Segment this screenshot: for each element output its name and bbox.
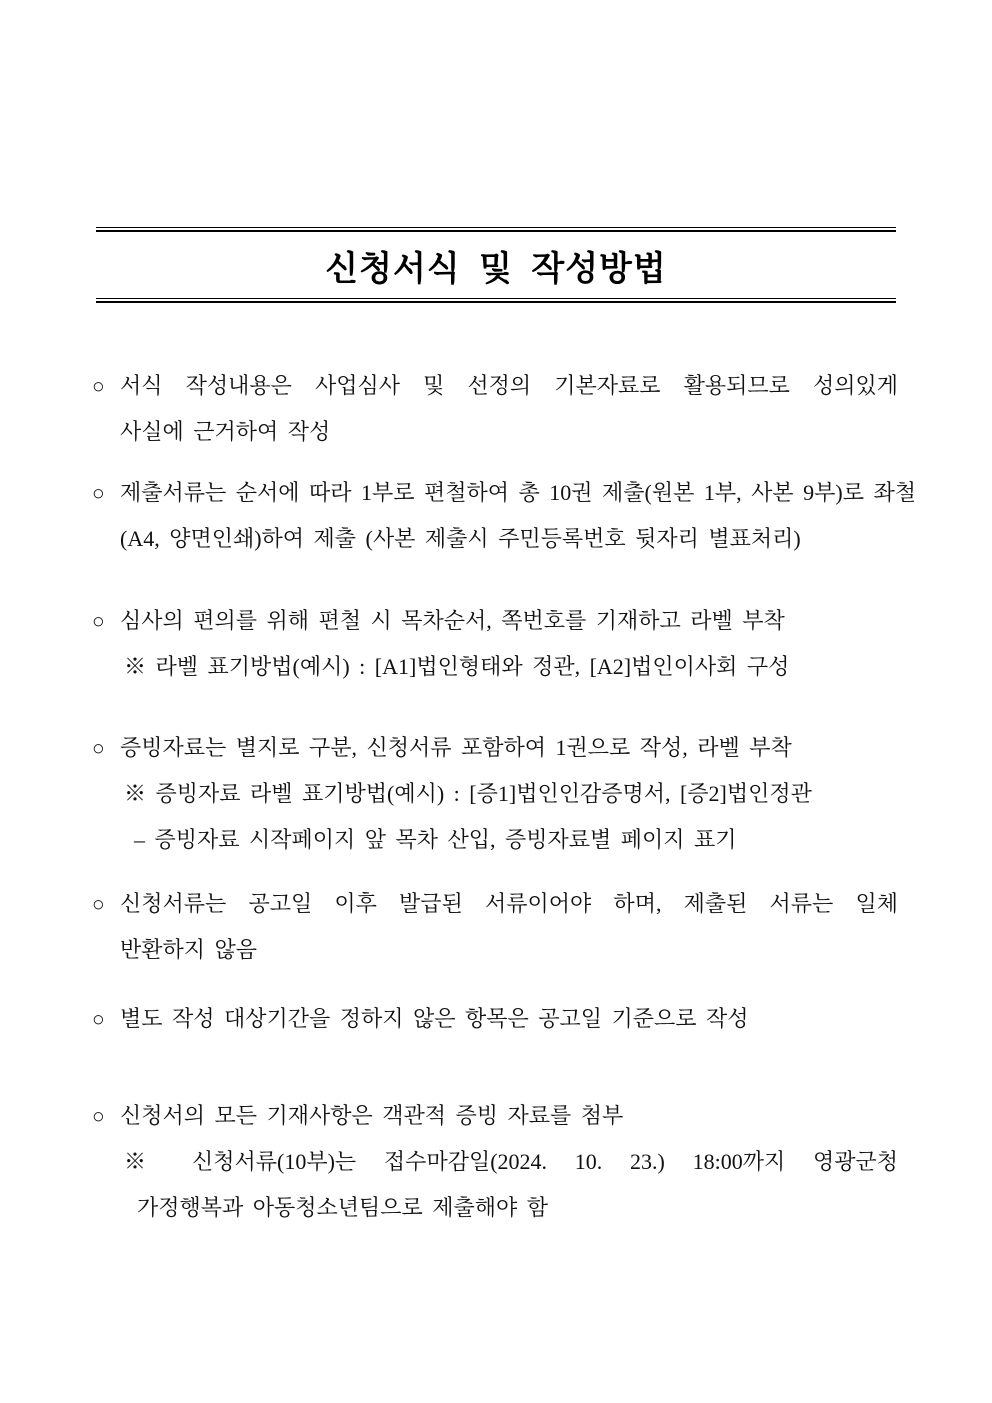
bullet-marker: ○	[92, 892, 105, 916]
bullet-marker: ○	[92, 609, 105, 633]
bullet-item	[92, 996, 898, 1042]
bullet-text: 별도 작성 대상기간을 정하지 않은 항목은 공고일 기준으로 작성	[120, 1006, 749, 1031]
bullet-dash-line: – 증빙자료 시작페이지 앞 목차 산입, 증빙자료별 페이지 표기	[134, 827, 737, 852]
bullet-line	[92, 881, 898, 927]
bullet-marker: ○	[92, 481, 105, 505]
bullet-text: 제출서류는 순서에 따라 1부로 편철하여 총 10권 제출(원본 1부, 사본 9부)로 좌철	[120, 480, 916, 505]
bullet-note-line: ※ 증빙자료 라벨 표기방법(예시) : [증1]법인인감증명서, [증2]법인정관	[124, 781, 812, 806]
bullet-marker: ○	[92, 374, 105, 398]
bullet-list	[92, 363, 916, 1231]
bullet-text: 심사의 편의를 위해 편철 시 목차순서, 쪽번호를 기재하고 라벨 부착	[120, 608, 785, 633]
bullet-note-line: ※ 라벨 표기방법(예시) : [A1]법인형태와 정관, [A2]법인이사회 구성	[124, 654, 790, 679]
bullet-item	[92, 598, 898, 690]
title-rule-bottom	[96, 298, 896, 303]
bullet-item	[92, 470, 916, 562]
bullet-text: 신청서류는 공고일 이후 발급된 서류이어야 하며, 제출된 서류는 일체	[120, 891, 898, 916]
bullet-text: 서식 작성내용은 사업심사 및 선정의 기본자료로 활용되므로 성의있게	[120, 373, 898, 398]
top-margin	[0, 0, 992, 227]
bullet-item	[92, 725, 898, 863]
bullet-text: 신청서의 모든 기재사항은 객관적 증빙 자료를 첨부	[120, 1103, 624, 1128]
bullet-line: 사실에 근거하여 작성	[120, 419, 331, 444]
bullet-line: (A4, 양면인쇄)하여 제출 (사본 제출시 주민등록번호 뒷자리 별표처리)	[120, 526, 801, 551]
bullet-line	[92, 725, 898, 771]
bullet-item	[92, 1093, 898, 1231]
title-row	[96, 232, 896, 298]
bullet-line	[92, 996, 898, 1042]
bullet-marker: ○	[92, 1104, 105, 1128]
bullet-line: 반환하지 않음	[120, 937, 258, 962]
page-title: 신청서식 및 작성방법	[325, 249, 667, 288]
bullet-note-line: ※ 신청서류(10부)는 접수마감일(2024. 10. 23.) 18:00까지 영광군청	[124, 1149, 898, 1174]
bullet-item	[92, 363, 898, 455]
bullet-line	[92, 1093, 898, 1139]
bullet-note-cont-line: 가정행복과 아동청소년팀으로 제출해야 함	[137, 1195, 549, 1220]
bullet-marker: ○	[92, 1007, 105, 1031]
bullet-marker: ○	[92, 736, 105, 760]
bullet-item	[92, 881, 898, 973]
bullet-line	[92, 470, 916, 516]
bullet-line	[92, 598, 898, 644]
bullet-line	[92, 363, 898, 409]
bullet-text: 증빙자료는 별지로 구분, 신청서류 포함하여 1권으로 작성, 라벨 부착	[120, 735, 792, 760]
